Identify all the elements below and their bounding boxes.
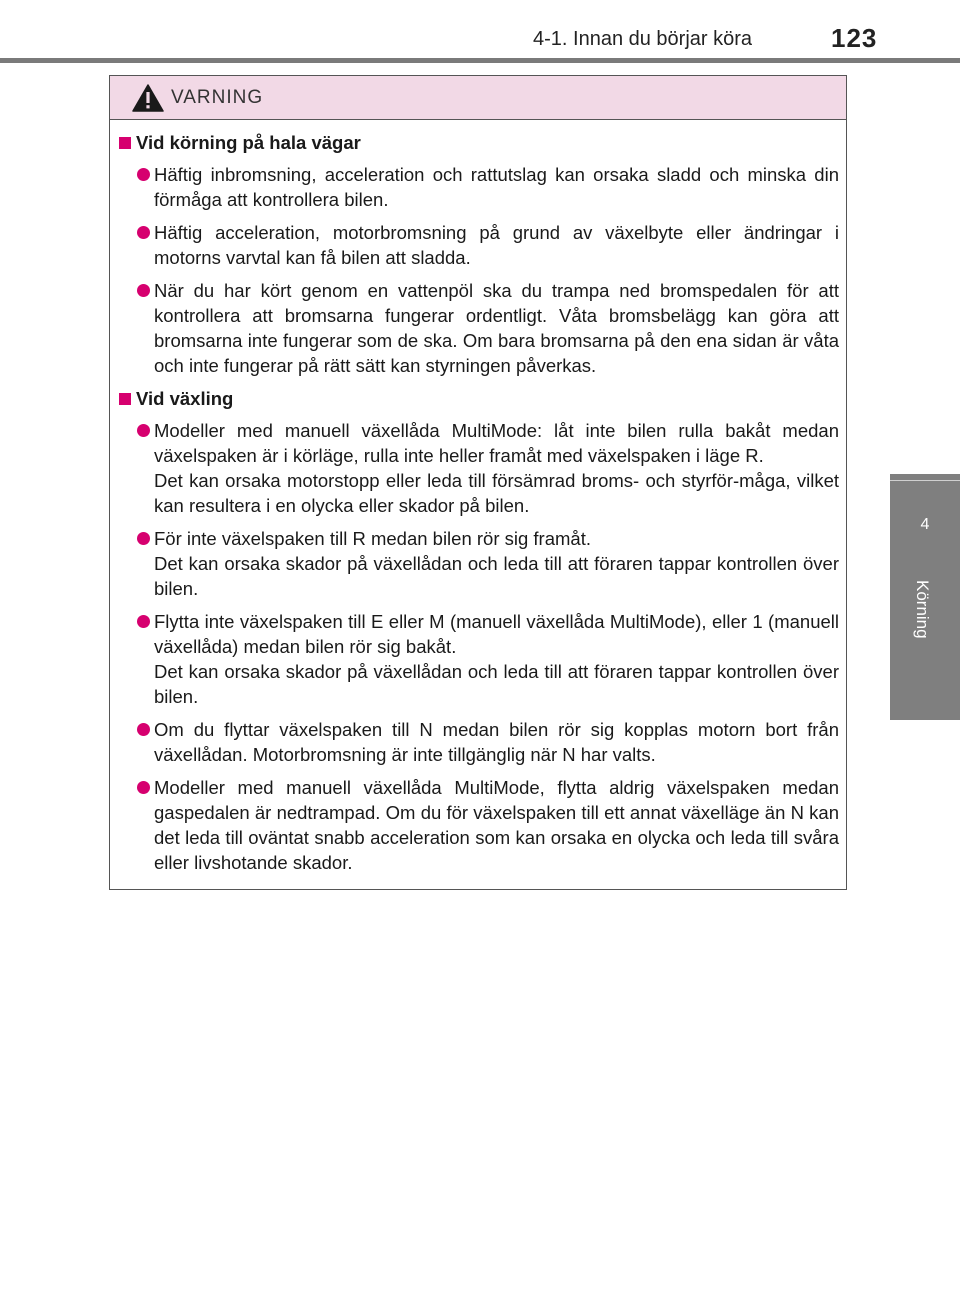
item-paragraph: Modeller med manuell växellåda MultiMode, flytta aldrig växelspaken medan gaspedalen är nedtrampad. Om du för växelspaken till ett annat växelläge än N kan det leda till oväntat snabb acceleration som kan orsaka en olycka och leda till svåra eller livshotande skador.: [154, 777, 839, 873]
item-paragraph: När du har kört genom en vattenpöl ska du trampa ned bromspedalen för att kontrollera att bromsarna fungerar ordentligt. Våta bromsbelägg kan göra att bromsarna inte fungerar som de ska. Om bara bromsarna på den ena sidan är våta och inte fungerar på rätt sätt kan styrningen påverkas.: [154, 280, 839, 376]
list-item: [119, 775, 839, 875]
round-bullet-icon: [137, 615, 150, 628]
list-item: [119, 162, 839, 212]
round-bullet-icon: [137, 723, 150, 736]
square-bullet-icon: [119, 393, 131, 405]
chapter-tab-number: 4: [920, 516, 930, 533]
list-item: [119, 717, 839, 767]
item-paragraph: Om du flyttar växelspaken till N medan bilen rör sig kopplas motorn bort från växellådan. Motorbromsning är inte tillgänglig när N har valts.: [154, 719, 839, 765]
chapter-tab-label-wrap: [912, 580, 936, 660]
section-heading-text: Vid växling: [136, 388, 234, 409]
round-bullet-icon: [137, 532, 150, 545]
item-paragraph: Det kan orsaka skador på växellådan och leda till att föraren tappar kontrollen över bilen.: [154, 553, 839, 599]
item-paragraph: Modeller med manuell växellåda MultiMode: låt inte bilen rulla bakåt medan växelspaken är i körläge, rulla inte heller framåt med växelspaken i läge R.: [154, 420, 839, 466]
square-bullet-icon: [119, 137, 131, 149]
item-paragraph: Häftig acceleration, motorbromsning på grund av växelbyte eller ändringar i motorns varvtal kan få bilen att sladda.: [154, 222, 839, 268]
list-item: [119, 526, 839, 601]
section-heading: [119, 386, 839, 412]
item-paragraph: För inte växelspaken till R medan bilen rör sig framåt.: [154, 528, 591, 549]
item-paragraph: Flytta inte växelspaken till E eller M (manuell växellåda MultiMode), eller 1 (manuell växellåda) medan bilen rör sig bakåt.: [154, 611, 839, 657]
section-title: 4-1. Innan du börjar köra: [533, 28, 753, 50]
list-item: [119, 220, 839, 270]
round-bullet-icon: [137, 284, 150, 297]
item-paragraph: Det kan orsaka skador på växellådan och leda till att föraren tappar kontrollen över bilen.: [154, 661, 839, 707]
chapter-tab-label: Körning: [913, 580, 932, 639]
warning-content: [119, 130, 839, 883]
round-bullet-icon: [137, 168, 150, 181]
warning-triangle-icon: [132, 84, 164, 112]
list-item: [119, 418, 839, 518]
round-bullet-icon: [137, 781, 150, 794]
warning-header: [110, 76, 846, 120]
item-paragraph: Det kan orsaka motorstopp eller leda till försämrad broms- och styrför-måga, vilket kan resultera i en olycka eller skador på bilen.: [154, 470, 839, 516]
round-bullet-icon: [137, 226, 150, 239]
list-item: [119, 609, 839, 709]
header-rule: [0, 58, 960, 63]
section-heading: [119, 130, 839, 156]
list-item: [119, 278, 839, 378]
round-bullet-icon: [137, 424, 150, 437]
item-paragraph: Häftig inbromsning, acceleration och rattutslag kan orsaka sladd och minska din förmåga att kontrollera bilen.: [154, 164, 839, 210]
warning-title: VARNING: [171, 87, 264, 108]
page-number: 123: [831, 23, 878, 53]
section-heading-text: Vid körning på hala vägar: [136, 132, 361, 153]
chapter-tab-divider: [890, 480, 960, 481]
